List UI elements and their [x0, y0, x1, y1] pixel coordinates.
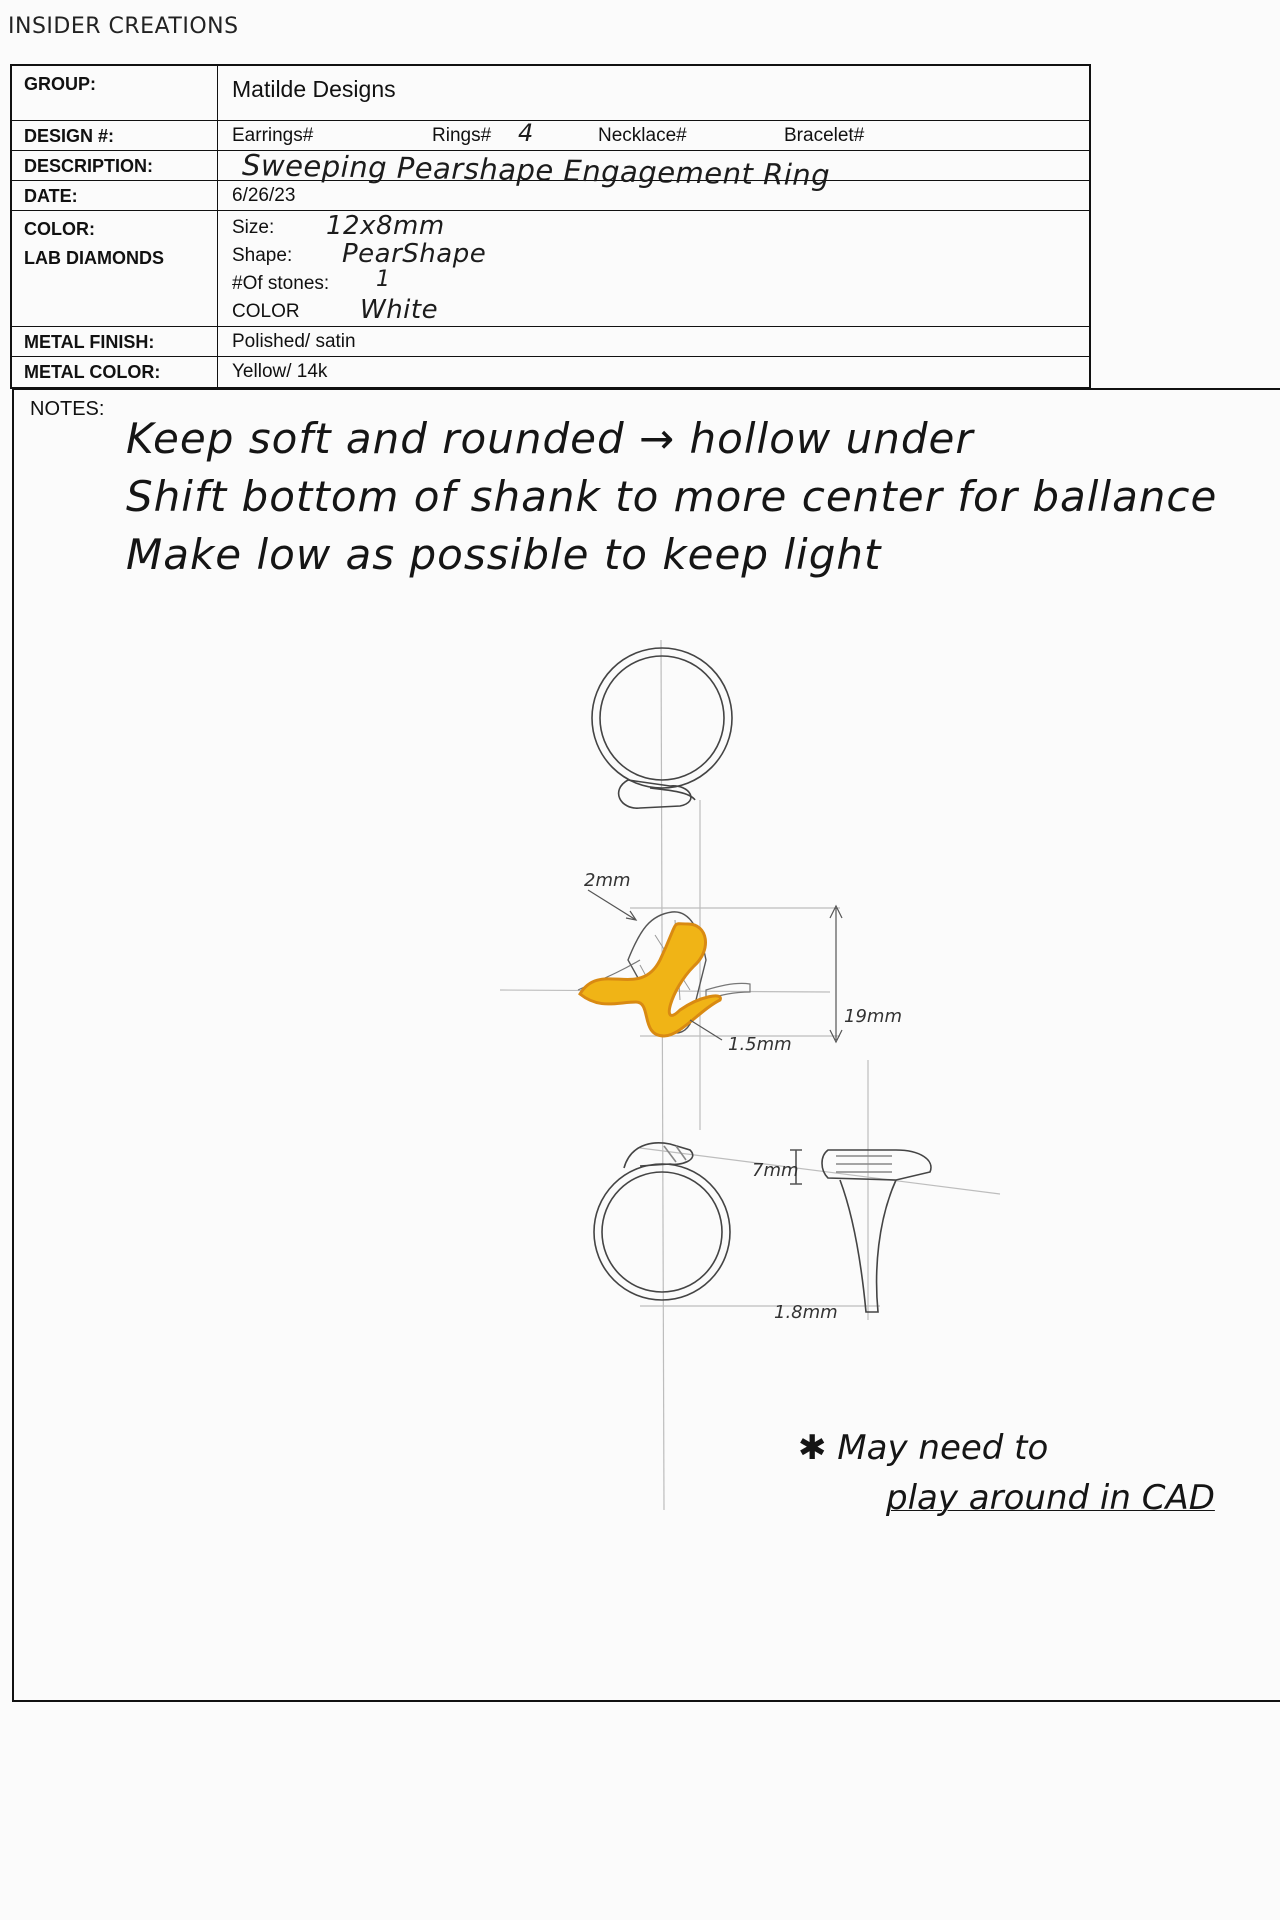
earrings-label: Earrings#: [232, 125, 314, 146]
color-label: COLOR:: [24, 219, 95, 239]
cad-note-line-2: play around in CAD: [886, 1478, 1215, 1518]
design-label: DESIGN #:: [12, 121, 218, 150]
note-line-1: Keep soft and rounded → hollow under: [126, 414, 974, 463]
metal-color-label: METAL COLOR:: [12, 357, 218, 387]
description-value: Sweeping Pearshape Engagement Ring: [241, 148, 831, 193]
stones-value: 1: [376, 267, 391, 292]
shape-value: PearShape: [342, 239, 487, 269]
dim-shank: 1.5mm: [728, 1034, 792, 1055]
description-label: DESCRIPTION:: [12, 151, 218, 180]
date-label: DATE:: [12, 181, 218, 210]
note-line-2: Shift bottom of shank to more center for ballance: [126, 472, 1218, 521]
stones-label: #Of stones:: [232, 273, 330, 294]
side-view-ring: [790, 1150, 931, 1312]
notes-label: NOTES:: [30, 398, 105, 420]
rings-label: Rings#: [432, 125, 492, 146]
size-label: Size:: [232, 217, 275, 238]
dim-base: 1.8mm: [774, 1302, 838, 1323]
bottom-left-ring: [594, 1143, 730, 1300]
rings-value: 4: [518, 119, 534, 147]
finish-label: METAL FINISH:: [12, 327, 218, 356]
size-value: 12x8mm: [326, 211, 445, 241]
lab-diamonds-label: LAB DIAMONDS: [24, 248, 164, 268]
finish-value: Polished/ satin: [232, 331, 356, 352]
necklace-label: Necklace#: [598, 125, 687, 146]
construction-lines: [500, 640, 1000, 1510]
note-line-3: Make low as possible to keep light: [126, 530, 882, 579]
stone-color-value: White: [360, 295, 439, 325]
metal-color-value: Yellow/ 14k: [232, 361, 328, 382]
dim-setting: 7mm: [752, 1160, 799, 1181]
date-value: 6/26/23: [232, 185, 296, 206]
group-value: Matilde Designs: [232, 76, 396, 102]
dim-height: 19mm: [844, 1006, 902, 1027]
cad-note-line-1: ✱ May need to: [798, 1428, 1049, 1468]
shape-label: Shape:: [232, 245, 293, 266]
group-label: GROUP:: [12, 66, 218, 120]
metal-band: [580, 924, 720, 1036]
stone-color-label: COLOR: [232, 301, 300, 322]
brand-title: INSIDER CREATIONS: [8, 14, 239, 39]
dimension-annotations: [588, 890, 842, 1042]
bracelet-label: Bracelet#: [784, 125, 865, 146]
top-view-ring: [592, 648, 732, 808]
front-view-ring: [578, 912, 750, 1036]
dim-band-width: 2mm: [584, 870, 631, 891]
